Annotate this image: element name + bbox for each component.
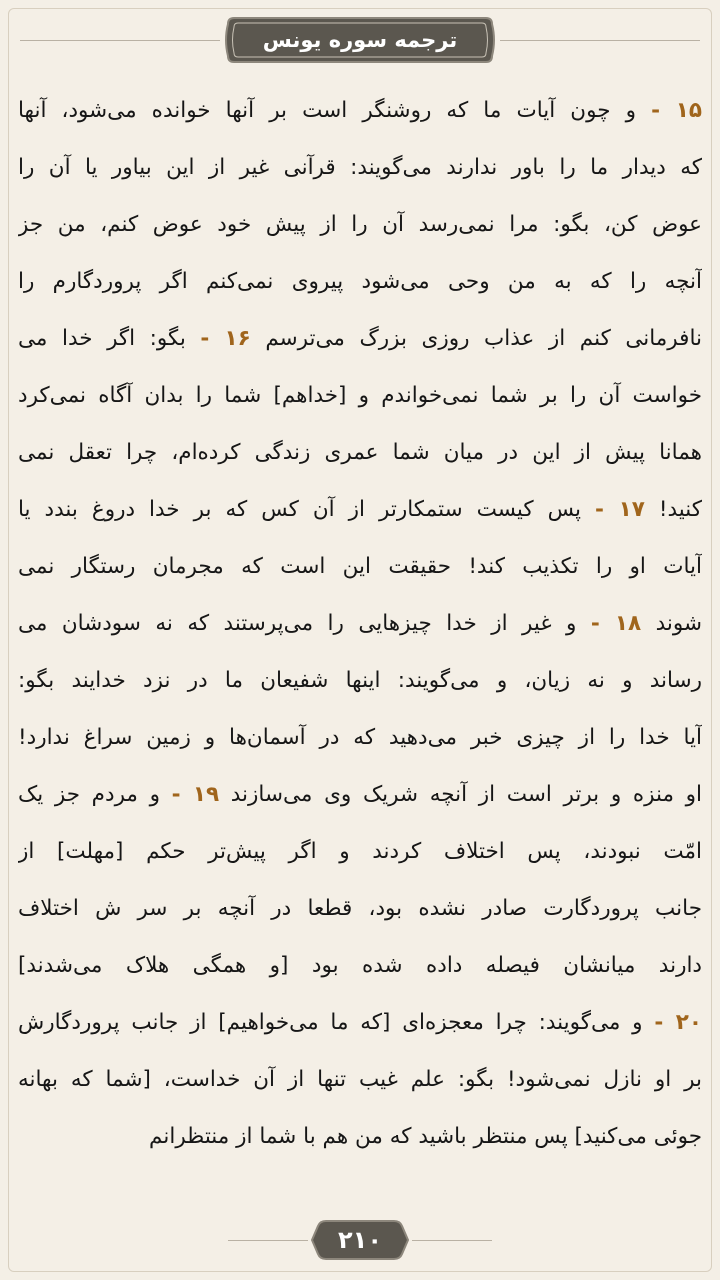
verse-text: جانب پروردگارت صادر نشده بود، قطعا در آنچه بر سر ش اختلاف — [18, 896, 702, 921]
text-line — [18, 823, 702, 880]
verse-text: آیا خدا را از چیزی خبر می‌دهید که در آسمان‌ها و زمین سراغ ندارد! — [18, 725, 702, 750]
header-divider-left — [20, 40, 220, 41]
verse-text: و مردم جز یک — [18, 782, 172, 807]
text-line — [18, 766, 702, 823]
footer-divider-right — [412, 1240, 492, 1241]
text-line — [18, 709, 702, 766]
translation-text — [18, 82, 702, 1165]
text-line — [18, 937, 702, 994]
verse-text: بگو: اگر خدا می — [18, 326, 201, 351]
text-line — [18, 1051, 702, 1108]
text-line — [18, 82, 702, 139]
verse-text: عوض کن، بگو: مرا نمی‌رسد آن را از پیش خود عوض کنم، من جز — [18, 212, 702, 237]
title-badge — [220, 14, 500, 66]
verse-text: بر او نازل نمی‌شود! بگو: علم غیب تنها از آن خداست، [شما که بهانه — [18, 1067, 702, 1092]
verse-text: همانا پیش از این در میان شما عمری زندگی کرده‌ام، چرا تعقل نمی — [18, 440, 702, 465]
text-line — [18, 310, 702, 367]
verse-text: آیات او را تکذیب کند! حقیقت این است که مجرمان رستگار نمی — [18, 554, 702, 579]
page-header — [0, 14, 720, 66]
text-line — [18, 880, 702, 937]
text-line — [18, 481, 702, 538]
verse-text: و می‌گویند: چرا معجزه‌ای [که ما می‌خواهیم] از جانب پروردگارش — [18, 1010, 655, 1035]
verse-text: جوئی می‌کنید] پس منتظر باشید که من هم با شما از منتظرانم — [149, 1124, 702, 1149]
text-line — [18, 652, 702, 709]
verse-number: ۱۸ - — [590, 611, 642, 636]
text-line — [18, 424, 702, 481]
verse-text: امّت نبودند، پس اختلاف کردند و اگر پیش‌تر حکم [مهلت] از — [18, 839, 702, 864]
page-number-badge — [308, 1218, 412, 1262]
text-line — [18, 196, 702, 253]
verse-text: دارند میانشان فیصله داده شده بود [و همگی هلاک می‌شدند] — [18, 953, 702, 978]
verse-number: ۲۰ - — [654, 1010, 702, 1035]
text-line — [18, 538, 702, 595]
text-line — [18, 1108, 702, 1165]
verse-number: ۱۵ - — [651, 98, 702, 123]
verse-number: ۱۹ - — [171, 782, 220, 807]
text-line — [18, 253, 702, 310]
verse-text: آنچه را که به من وحی می‌شود پیروی نمی‌کنم اگر پروردگارم را — [18, 269, 702, 294]
header-divider-right — [500, 40, 700, 41]
footer-divider-left — [228, 1240, 308, 1241]
verse-text: شوند — [641, 611, 702, 636]
verse-text: او منزه و برتر است از آنچه شریک وی می‌سازند — [219, 782, 702, 807]
page-title: ترجمه سوره یونس — [262, 28, 458, 52]
text-line — [18, 994, 702, 1051]
verse-number: ۱۷ - — [595, 497, 645, 522]
verse-text: کنید! — [644, 497, 702, 522]
page-number: ۲۱۰ — [338, 1226, 382, 1254]
verse-text: خواست آن را بر شما نمی‌خواندم و [خداهم] شما را بدان آگاه نمی‌کرد — [18, 383, 702, 408]
verse-text: که دیدار ما را باور ندارند می‌گویند: قرآنی غیر از این بیاور یا آن را — [18, 155, 702, 180]
page-footer — [0, 1218, 720, 1262]
verse-text: رساند و نه زیان، و می‌گویند: اینها شفیعان ما در نزد خدایند بگو: — [18, 668, 702, 693]
verse-text: پس کیست ستمکارتر از آن کس که بر خدا دروغ بندد یا — [18, 497, 596, 522]
verse-text: و غیر از خدا چیزهایی را می‌پرستند که نه سودشان می — [18, 611, 591, 636]
verse-text: و چون آیات ما که روشنگر است بر آنها خوانده می‌شود، آنها — [18, 98, 652, 123]
verse-text: نافرمانی کنم از عذاب روزی بزرگ می‌ترسم — [250, 326, 702, 351]
text-line — [18, 595, 702, 652]
text-line — [18, 367, 702, 424]
text-line — [18, 139, 702, 196]
verse-number: ۱۶ - — [200, 326, 251, 351]
